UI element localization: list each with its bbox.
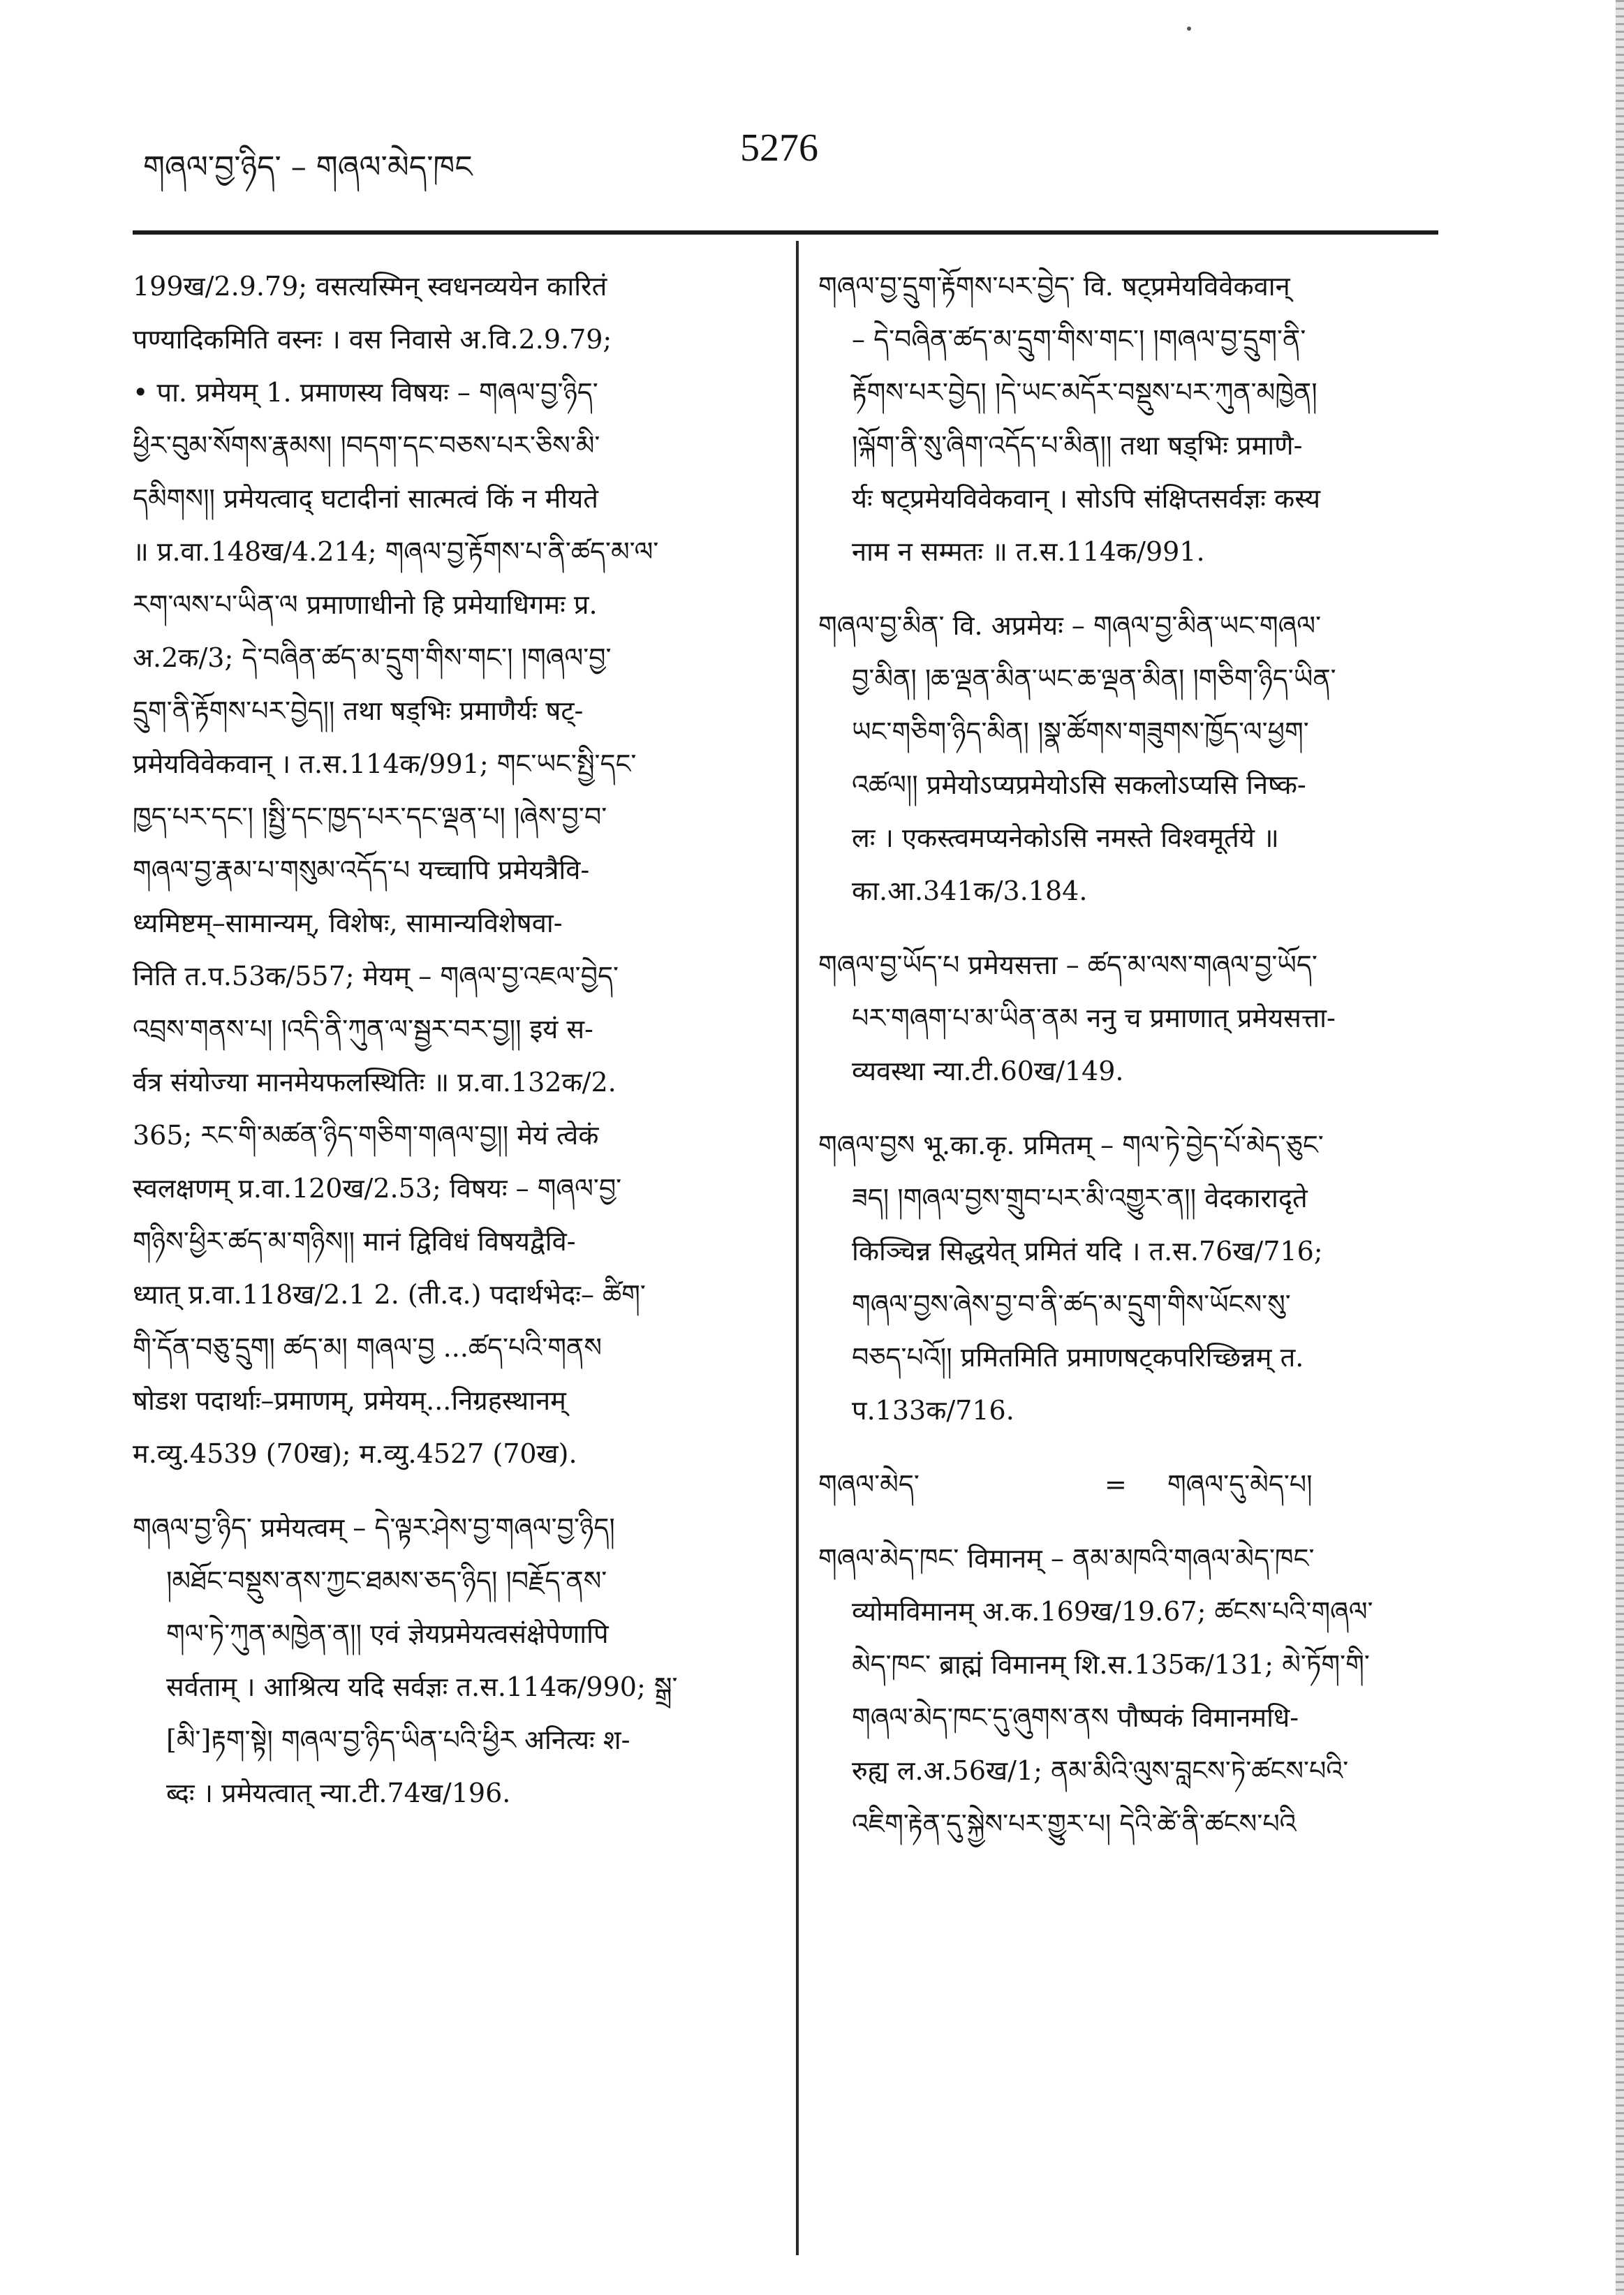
entry-line: དམིགས།། प्रमेयत्वाद् घटादीनां सात्मत्वं किं न मीयते <box>133 483 598 514</box>
left-column <box>133 260 778 2257</box>
entry-line: [མི་]རྟག་སྟེ། གཞལ་བྱ་ཉིད་ཡིན་པའི་ཕྱིར अनित्यः श- <box>166 1725 630 1755</box>
entry-continuation <box>133 260 778 1480</box>
entry-line: ཡང་གཅིག་ཉིད་མིན། །སྣ་ཚོགས་གཟུགས་ཁྱོད་ལ་ཕྱག་ <box>852 716 1309 747</box>
entry-line: འཇིག་རྟེན་དུ་སྐྱེས་པར་གྱུར་པ། དེའི་ཚེ་ནི་ཚངས་པའི <box>852 1808 1297 1839</box>
entry-line: 199ख/2.9.79; वसत्यस्मिन् स्वधनव्ययेन कारितं <box>133 271 607 302</box>
entry-line: འབྲས་གནས་པ། །འདི་ནི་ཀུན་ལ་སྦྱར་བར་བྱ།། इयं स- <box>133 1014 593 1045</box>
entry-line: བྱ་མིན། །ཆ་ལྡན་མིན་ཡང་ཆ་ལྡན་མིན། །གཅིག་ཉིད་ཡིན་ <box>852 663 1336 694</box>
entry-line: • पा. प्रमेयम् 1. प्रमाणस्य विषयः – གཞལ་བྱ་ཉིད་ <box>133 377 598 408</box>
entry-line: व्यवस्था न्या.टी.60ख/149. <box>852 1056 1124 1086</box>
scan-binding-edge <box>1616 0 1624 2295</box>
entry-line: །ལྐོག་ནི་སུ་ཞིག་འདོད་པ་མིན།། तथा षड्भिः प्रमाणै- <box>852 430 1303 461</box>
entry-line: ॥ प्र.वा.148ख/4.214; གཞལ་བྱ་རྟོགས་པ་ནི་ཚད་མ་ལ་ <box>133 536 659 567</box>
column-divider <box>796 241 799 2255</box>
entry-line: པར་གཞག་པ་མ་ཡིན་ནམ ननु च प्रमाणात् प्रमेयसत्ता- <box>852 1003 1336 1033</box>
entry-line: གལ་ཏེ་ཀུན་མཁྱེན་ན།། एवं ज्ञेयप्रमेयत्वसंक्षेपेणापि <box>166 1618 609 1649</box>
entry-line: रुह्य ल.अ.56ख/1; ནམ་མིའི་ལུས་བླངས་ཏེ་ཚངས་པའི་ <box>852 1755 1349 1786</box>
entry-line: རག་ལས་པ་ཡིན་ལ प्रमाणाधीनो हि प्रमेयाधिगमः प्र. <box>133 589 598 620</box>
scan-speck <box>1187 27 1191 31</box>
entry-shatprameya <box>818 260 1445 578</box>
entry-headline: གཞལ་མེད་ཁང་ विमानम् – ནམ་མཁའི་གཞལ་མེད་ཁང་ <box>818 1543 1315 1574</box>
entry-headline: གཞལ་བྱས भू.का.कृ. प्रमितम् – གལ་ཏེ་བྱེད་པོ་མེད་ཅུང་ <box>818 1130 1324 1160</box>
entry-line: – དེ་བཞིན་ཚད་མ་དྲུག་གིས་གང་། །གཞལ་བྱ་དྲུག་ནི་ <box>852 324 1306 355</box>
entry-line: म.व्यु.4539 (70ख); म.व्यु.4527 (70ख). <box>133 1438 577 1469</box>
entry-line: किञ्चिन्न सिद्धयेत् प्रमितं यदि । त.स.76ख/716; <box>852 1236 1323 1267</box>
entry-line: निति त.प.53क/557; मेयम् – གཞལ་བྱ་འཇལ་བྱེད་ <box>133 961 619 991</box>
entry-prameyatvam <box>133 1501 778 1820</box>
entry-line: གཞལ་བྱས་ཞེས་བྱ་བ་ནི་ཚད་མ་དྲུག་གིས་ཡོངས་སུ་ <box>852 1289 1291 1320</box>
entry-line: षोडश पदार्थाः–प्रमाणम्, प्रमेयम्...निग्रहस्थानम् <box>133 1385 566 1416</box>
entry-line: གཞལ་མེད་ཁང་དུ་ཞུགས་ནས पौष्पकं विमानमधि- <box>852 1702 1299 1733</box>
entry-line: व्योमविमानम् अ.क.169ख/19.67; ཚངས་པའི་གཞལ་ <box>852 1596 1373 1627</box>
entry-headline: གཞལ་བྱ་དྲུག་རྟོགས་པར་བྱེད་ वि. षट्प्रमेयविवेकवान् <box>818 271 1290 302</box>
entry-pramitam <box>818 1119 1445 1437</box>
entry-line: का.आ.341क/3.184. <box>852 876 1088 906</box>
entry-line: གཉིས་ཕྱིར་ཚད་མ་གཉིས།། मानं द्विविधं विषयद्वैवि- <box>133 1226 576 1257</box>
page-number: 5276 <box>740 126 818 170</box>
cross-reference-line <box>818 1458 1445 1511</box>
entry-line: पण्यादिकमिति वस्नः । वस निवासे अ.वि.2.9.79; <box>133 324 612 355</box>
entry-line: प्रमेयविवेकवान् । त.स.114क/991; གང་ཡང་སྤྱི་དང་ <box>133 748 637 779</box>
cross-reference <box>818 1458 1445 1511</box>
entry-line: ཁྱད་པར་དང་། །སྤྱི་དང་ཁྱད་པར་དང་ལྡན་པ། །ཞེས་བྱ་བ་ <box>133 802 607 832</box>
entry-line: र्यः षट्प्रमेयविवेकवान् । सोऽपि संक्षिप्तसर्वज्ञः कस्य <box>852 483 1321 514</box>
entry-line: र्वत्र संयोज्या मानमेयफलस्थितिः ॥ प्र.वा.132क/2. <box>133 1067 617 1098</box>
entry-line: सर्वताम् । आश्रित्य यदि सर्वज्ञः त.स.114क/990; སྒྲ་ <box>166 1672 678 1702</box>
entry-line: 365; རང་གི་མཚན་ཉིད་གཅིག་གཞལ་བྱ།། मेयं त्वेकं <box>133 1120 599 1151</box>
entry-headline: གཞལ་བྱ་མིན་ वि. अप्रमेयः – གཞལ་བྱ་མིན་ཡང་གཞལ་ <box>818 610 1322 641</box>
entry-prameyasatta <box>818 938 1445 1098</box>
entry-line: अ.2क/3; དེ་བཞིན་ཚད་མ་དྲུག་གིས་གང་། །གཞལ་བྱ་ <box>133 642 612 673</box>
entry-line: ब्दः । प्रमेयत्वात् न्या.टी.74ख/196. <box>166 1778 511 1808</box>
entry-line: ཟད། །གཞལ་བྱས་གྲུབ་པར་མི་འགྱུར་ན།། वेदकारादृते <box>852 1183 1308 1213</box>
entry-headline: གཞལ་བྱ་ཡོད་པ प्रमेयसत्ता – ཚད་མ་ལས་གཞལ་བྱ་ཡོད་ <box>818 950 1317 980</box>
entry-line: འཚལ།། प्रमेयोऽप्यप्रमेयोऽसि सकलोऽप्यसि निष्क- <box>852 769 1306 800</box>
right-column <box>818 260 1445 2257</box>
running-head: གཞལ་བྱ་ཉིད་ – གཞལ་མེད་ཁང <box>143 149 473 185</box>
entry-line: ध्यात् प्र.वा.118ख/2.1 2. (ती.द.) पदार्थभेदः– ཚིག་ <box>133 1279 646 1310</box>
entry-vimanam <box>818 1532 1445 1850</box>
entry-aprameya <box>818 599 1445 917</box>
entry-line: स्वलक्षणम् प्र.वा.120ख/2.53; विषयः – གཞལ་བྱ་ <box>133 1173 622 1204</box>
entry-line: प.133क/716. <box>852 1395 1014 1426</box>
entry-line: །མཐོང་བསྡུས་ནས་ཀྱང་ཐམས་ཅད་ཉིད། །བརྗོད་ནས་ <box>166 1565 607 1596</box>
cross-ref-target: གཞལ་དུ་མེད་པ། <box>1167 1469 1313 1500</box>
entry-line: གཞལ་བྱ་རྣམ་པ་གསུམ་འདོད་པ यच्चापि प्रमेयत्रैवि- <box>133 855 590 885</box>
entry-headline: གཞལ་བྱ་ཉིད་ प्रमेयत्वम् – དེ་ལྟར་ཤེས་བྱ་གཞལ་བྱ་ཉིད། <box>133 1512 615 1543</box>
equals-sign: = <box>1105 1469 1127 1500</box>
entry-line: དྲུག་ནི་རྟོགས་པར་བྱེད།། तथा षड्भिः प्रमाणैर्यः षट्- <box>133 695 584 726</box>
entry-line: བཅད་པའོ།། प्रमितमिति प्रमाणषट्कपरिच्छिन्नम् त. <box>852 1342 1304 1373</box>
entry-line: རྟོགས་པར་བྱེད། །དེ་ཡང་མདོར་བསྡུས་པར་ཀུན་མཁྱེན། <box>852 377 1317 408</box>
entry-line: ध्यमिष्टम्–सामान्यम्, विशेषः, सामान्यविशेषवा- <box>133 908 563 938</box>
entry-line: མེད་ཁང་ ब्राह्मं विमानम् शि.स.135क/131; མེ་ཏོག་གི་ <box>852 1649 1370 1680</box>
entry-line: नाम न सम्मतः ॥ त.स.114क/991. <box>852 536 1205 567</box>
entry-line: གི་དོན་བཅུ་དྲུག། ཚད་མ། གཞལ་བྱ ...ཚད་པའི་གནས <box>133 1332 602 1363</box>
entry-line: ཕྱིར་བུམ་སོགས་རྣམས། །བདག་དང་བཅས་པར་ཅིས་མི་ <box>133 430 600 461</box>
cross-ref-headword: གཞལ་མེད་ <box>818 1469 920 1500</box>
entry-line: लः । एकस्त्वमप्यनेकोऽसि नमस्ते विश्वमूर्तये ॥ <box>852 822 1279 853</box>
header-rule <box>133 230 1438 235</box>
